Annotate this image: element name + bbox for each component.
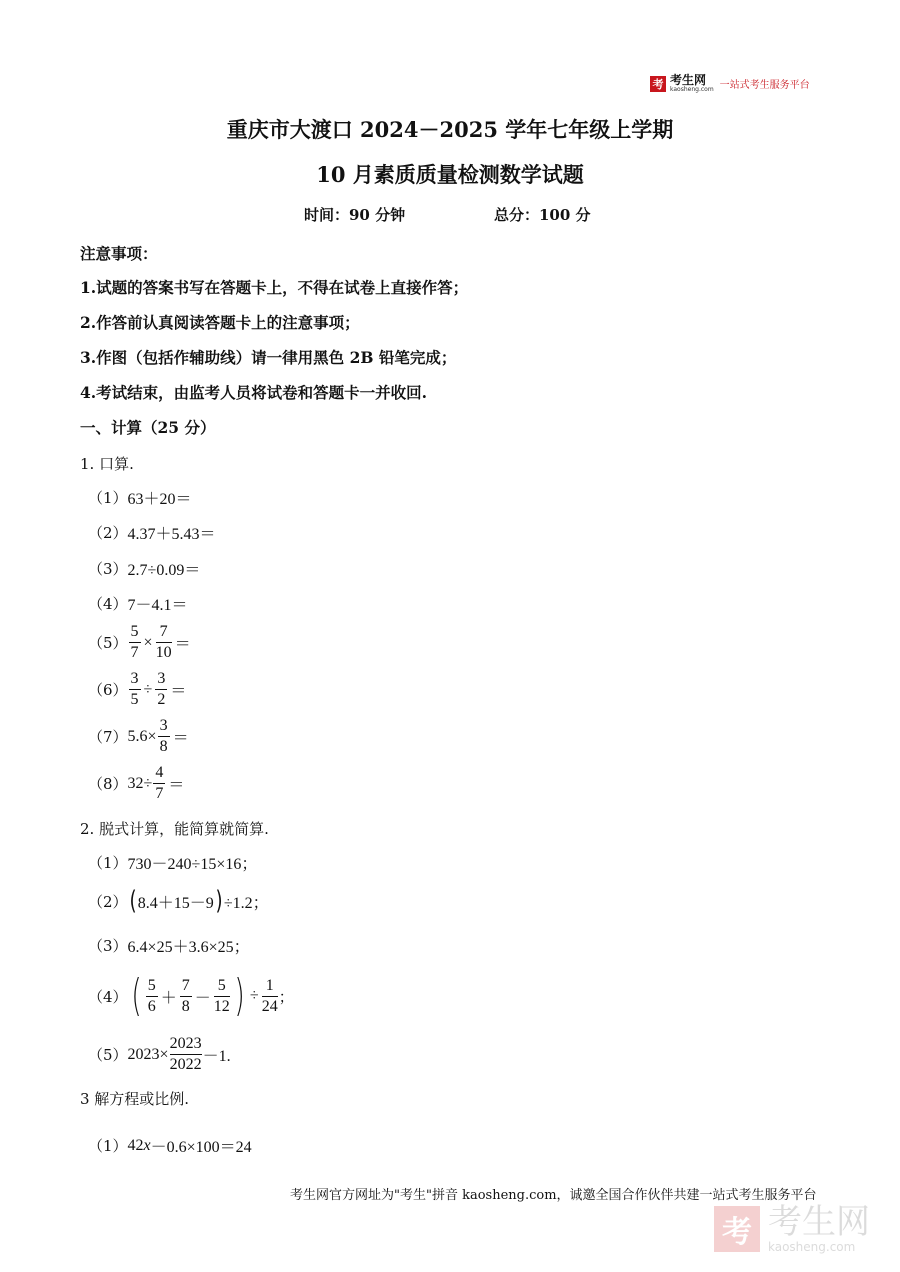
fraction: $\frac{3}{2}$ bbox=[157, 670, 166, 708]
q1-item-2: （2） 4.37＋5.43＝ bbox=[88, 524, 216, 543]
fraction: $\frac{3}{8}$ bbox=[159, 717, 168, 755]
watermark-name: 考生网 bbox=[768, 1202, 870, 1242]
note-item: 1.试题的答案书写在答题卡上，不得在试卷上直接作答； bbox=[80, 278, 469, 297]
logo-domain: kaosheng.com bbox=[670, 86, 714, 93]
notes-heading: 注意事项： bbox=[80, 244, 158, 263]
note-item: 3.作图（包括作辅助线）请一律用黑色 2B 铅笔完成； bbox=[80, 348, 457, 367]
fraction: $\frac{5}{12}$ bbox=[213, 976, 230, 1015]
fraction: $\frac{3}{5}$ bbox=[130, 670, 139, 708]
q1-item-1: （1） 63＋20＝ bbox=[88, 489, 192, 508]
logo-slogan: 一站式考生服务平台 bbox=[719, 80, 810, 91]
watermark-logo bbox=[714, 1204, 870, 1254]
footer-text: 考生网官方网址为"考生"拼音 kaosheng.com，诚邀全国合作伙伴共建一站式考生服务平台 bbox=[290, 1188, 817, 1203]
fraction: $\frac{5}{6}$ bbox=[147, 976, 156, 1015]
q1-item-5: （5） $\frac{5}{7}$ × $\frac{7}{10}$ ＝ bbox=[88, 623, 191, 661]
q2-item-3: （3） 6.4×25＋3.6×25； bbox=[88, 937, 250, 956]
question-3-title: 3 解方程或比例. bbox=[80, 1090, 190, 1108]
q2-item-1: （1） 730－240÷15×16； bbox=[88, 854, 258, 873]
q1-item-7: （7） 5.6× $\frac{3}{8}$ ＝ bbox=[88, 717, 189, 755]
q1-item-6: （6） $\frac{3}{5}$ ÷ $\frac{3}{2}$ ＝ bbox=[88, 670, 187, 708]
header-logo bbox=[650, 74, 810, 93]
logo-name: 考生网 bbox=[670, 73, 707, 87]
fraction: $\frac{1}{24}$ bbox=[261, 976, 278, 1015]
watermark-domain: kaosheng.com bbox=[768, 1240, 856, 1254]
exam-time: 时间：90 分钟 bbox=[304, 206, 406, 224]
page-title-line2: 10 月素质质量检测数学试题 bbox=[316, 162, 584, 187]
fraction: $\frac{4}{7}$ bbox=[155, 764, 164, 802]
q1-item-4: （4） 7－4.1＝ bbox=[88, 595, 188, 614]
exam-total-score: 总分：100 分 bbox=[494, 206, 591, 224]
question-1-title: 1. 口算. bbox=[80, 455, 134, 473]
kaosheng-watermark-icon: 考 bbox=[714, 1206, 760, 1252]
q2-item-4: （4） ( $\frac{5}{6}$ ＋ $\frac{7}{8}$ － $\frac{5}{12}$ ) ÷ $\frac{1}{24}$ ； bbox=[88, 970, 294, 1021]
fraction: $\frac{2023}{2022}$ bbox=[169, 1035, 202, 1073]
q1-item-3: （3） 2.7÷0.09＝ bbox=[88, 560, 201, 579]
page-title-line1: 重庆市大渡口 2024－2025 学年七年级上学期 bbox=[226, 117, 674, 142]
question-2-title: 2. 脱式计算，能简算就简算. bbox=[80, 820, 269, 838]
fraction: $\frac{5}{7}$ bbox=[130, 623, 139, 661]
q1-item-8: （8） 32÷ $\frac{4}{7}$ ＝ bbox=[88, 764, 185, 802]
note-item: 2.作答前认真阅读答题卡上的注意事项； bbox=[80, 313, 360, 332]
q3-item-1: （1） 42 x －0.6×100＝24 bbox=[88, 1136, 252, 1156]
q2-item-2: （2） ( 8.4＋15－9 ) ÷1.2； bbox=[88, 886, 269, 916]
note-item: 4.考试结束，由监考人员将试卷和答题卡一并收回. bbox=[80, 383, 428, 402]
section-heading: 一、计算（25 分） bbox=[80, 418, 216, 437]
fraction: $\frac{7}{10}$ bbox=[155, 623, 172, 661]
fraction: $\frac{7}{8}$ bbox=[181, 976, 190, 1015]
kaosheng-logo-icon: 考 bbox=[650, 76, 666, 92]
q2-item-5: （5） 2023× $\frac{2023}{2022}$ －1. bbox=[88, 1035, 231, 1073]
